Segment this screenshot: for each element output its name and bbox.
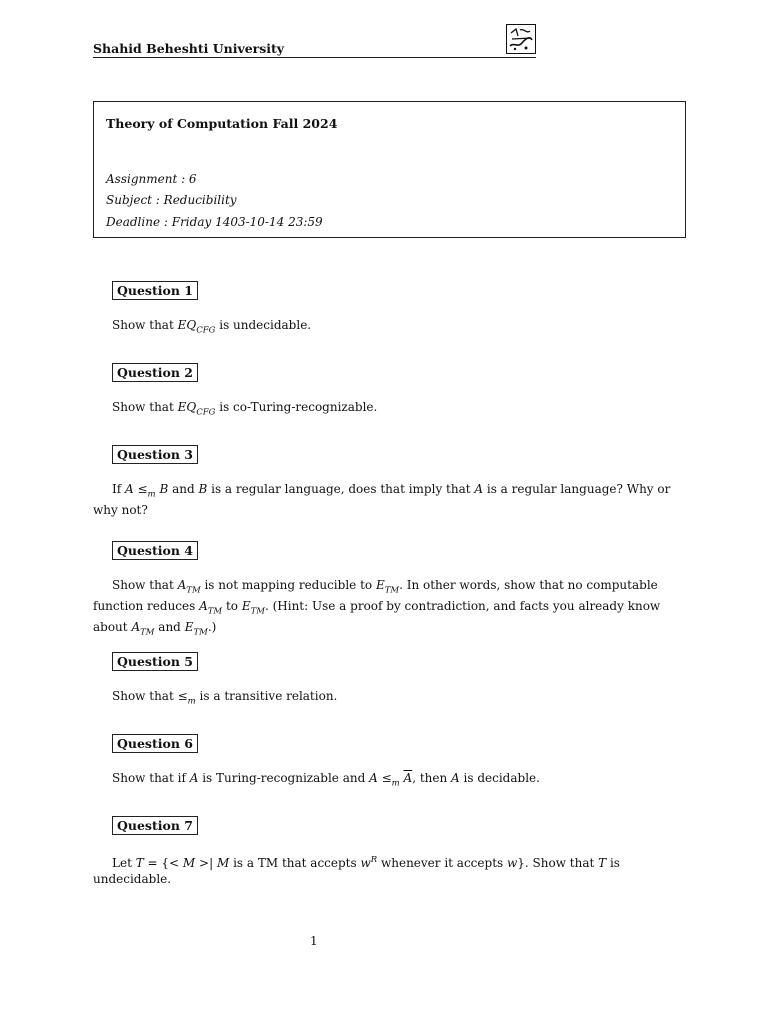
question-4-label: Question 4	[112, 541, 198, 560]
question-3-label: Question 3	[112, 445, 198, 464]
page-number: 1	[310, 934, 318, 948]
question-7-text: Let T = {< M >| M is a TM that accepts $w^R$ whenever it accepts w}. Show that T is undecidable.	[93, 855, 620, 886]
course-title: Theory of Computation Fall 2024	[106, 116, 338, 131]
question-6-label: Question 6	[112, 734, 198, 753]
question-1-text: Show that $EQ_{CFG}$ is undecidable.	[112, 318, 312, 336]
assignment-subject: Subject : Reducibility	[106, 193, 237, 207]
assignment-deadline: Deadline : Friday 1403-10-14 23:59	[106, 215, 323, 229]
question-2-label: Question 2	[112, 363, 198, 382]
university-name: Shahid Beheshti University	[93, 41, 285, 56]
question-2-text: Show that $EQ_{CFG}$ is co-Turing-recognizable.	[112, 400, 378, 418]
university-logo-icon	[506, 24, 536, 54]
assignment-number: Assignment : 6	[106, 172, 197, 186]
question-4-text: Show that $A_{TM}$ is not mapping reducible to $E_{TM}$. In other words, show that no computable function reduces $A_{TM}$ to $E_{TM}$. (Hint: Use a proof by contradiction, and facts you already know about $A_{TM}$ and $E_{TM}$.)	[93, 578, 661, 638]
header-rule	[93, 57, 536, 58]
question-5-label: Question 5	[112, 652, 198, 671]
assignment-info-box	[93, 101, 686, 238]
question-5-text: Show that $\le_m$ is a transitive relation.	[112, 689, 338, 707]
question-7-label: Question 7	[112, 816, 198, 835]
question-3-text: If $A \le_m$ B and B is a regular language, does that imply that A is a regular language? Why or why not?	[93, 482, 671, 517]
question-1-label: Question 1	[112, 281, 198, 300]
question-6-text: Show that if A is Turing-recognizable and $A \le_m$ $\overline{A}$, then A is decidable.	[112, 771, 540, 789]
